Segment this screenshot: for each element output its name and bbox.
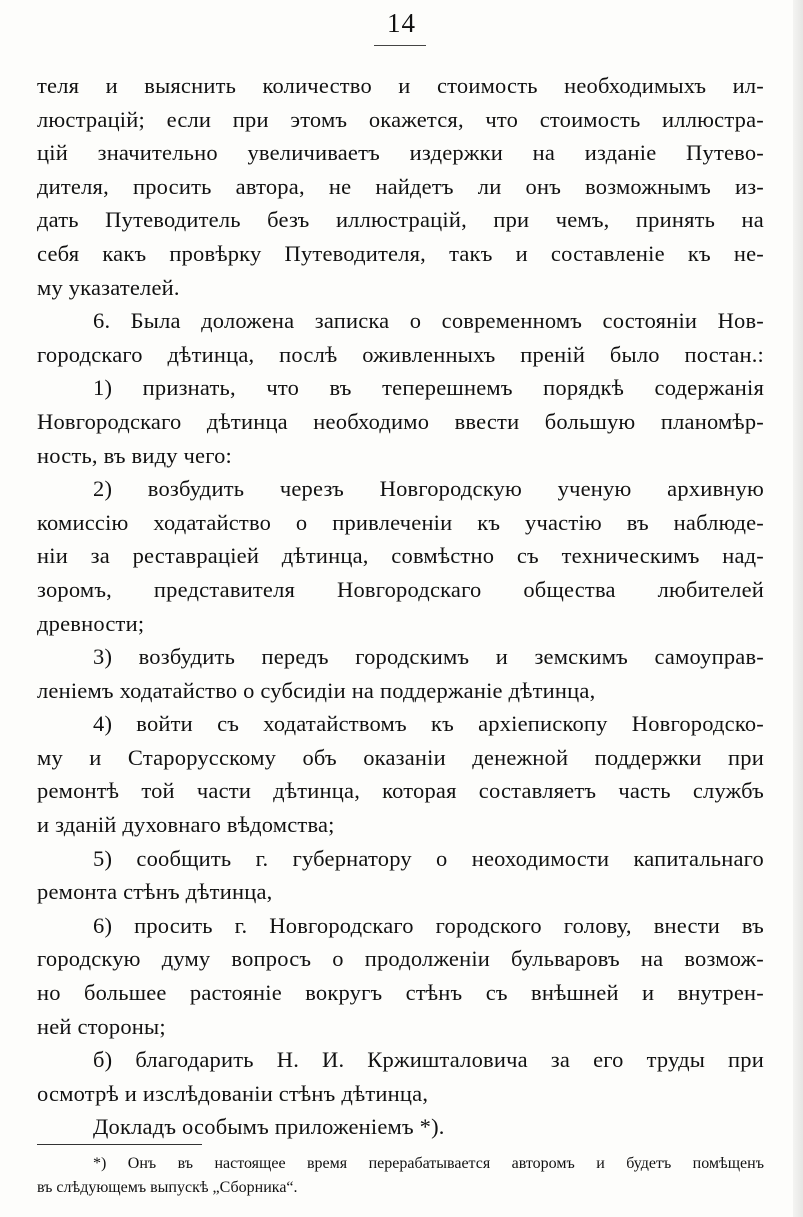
text-line: б) благодарить Н. И. Кржишталовича за его труды при [93, 1047, 764, 1073]
text-line: городскую думу вопросъ о продолженіи бульваровъ на возмож- [37, 946, 764, 972]
text-line: 6. Была доложена записка о современномъ состояніи Нов- [93, 308, 764, 334]
text-line: и зданій духовнаго вѣдомства; [37, 812, 335, 838]
footnote [37, 1152, 764, 1200]
page-number: 14 [387, 8, 416, 38]
text-line: 2) возбудить черезъ Новгородскую ученую архивную [93, 476, 764, 502]
text-line: дителя, просить автора, не найдетъ ли онъ возможнымъ из- [37, 173, 764, 199]
text-line: зоромъ, представителя Новгородскаго общества любителей [37, 576, 764, 602]
text-line: дать Путеводитель безъ иллюстрацій, при чемъ, принять на [37, 207, 764, 233]
text-line: древности; [37, 610, 145, 636]
text-line: му указателей. [37, 274, 180, 300]
text-line: себя какъ провѣрку Путеводителя, такъ и составленіе къ не- [37, 240, 764, 266]
text-line: 5) сообщить г. губернатору о неоходимости капитальнаго [93, 845, 764, 871]
footnote-line: въ слѣдующемъ выпускѣ „Сборника“. [37, 1179, 298, 1196]
text-line: теля и выяснить количество и стоимость необходимыхъ ил- [37, 73, 764, 98]
text-line: Новгородскаго дѣтинца необходимо ввести большую планомѣр- [37, 408, 764, 434]
text-line: но большее растояніе вокругъ стѣнъ съ внѣшней и внутрен- [37, 980, 764, 1006]
text-line: комиссію ходатайство о привлеченіи къ участію въ наблюде- [37, 509, 764, 535]
body-text [37, 69, 764, 1144]
text-line: ность, въ виду чего: [37, 442, 232, 468]
text-line: 4) войти съ ходатайствомъ къ архіепископу Новгородско- [93, 711, 764, 737]
footnote-line: *) Онъ въ настоящее время перерабатывается авторомъ и будетъ помѣщенъ [93, 1155, 764, 1172]
footnote-separator [37, 1144, 202, 1145]
text-line: ней стороны; [37, 1013, 166, 1039]
text-line: му и Старорусскому объ оказаніи денежной поддержки при [37, 744, 764, 770]
text-line: 3) возбудить передъ городскимъ и земскимъ самоуправ- [93, 644, 764, 670]
page-number-underline [374, 45, 426, 46]
text-line: Докладъ особымъ приложеніемъ *). [93, 1114, 445, 1140]
text-line: ремонтѣ той части дѣтинца, которая составляетъ часть службъ [37, 778, 764, 804]
text-line: ніи за реставраціей дѣтинца, совмѣстно съ техническимъ над- [37, 543, 764, 569]
text-line: люстрацій; если при этомъ окажется, что стоимость иллюстра- [37, 106, 764, 132]
text-line: цій значительно увеличиваетъ издержки на изданіе Путево- [37, 140, 764, 166]
text-line: ремонта стѣнъ дѣтинца, [37, 879, 273, 905]
text-line: городскаго дѣтинца, послѣ оживленныхъ преній было постан.: [37, 341, 764, 367]
text-line: леніемъ ходатайство о субсидіи на поддержаніе дѣтинца, [37, 677, 596, 703]
text-line: 6) просить г. Новгородскаго городского голову, внести въ [93, 912, 764, 938]
page-edge-shadow [793, 0, 803, 1217]
text-line: 1) признать, что въ теперешнемъ порядкѣ содержанія [93, 375, 764, 401]
text-line: осмотрѣ и изслѣдованіи стѣнъ дѣтинца, [37, 1080, 429, 1106]
